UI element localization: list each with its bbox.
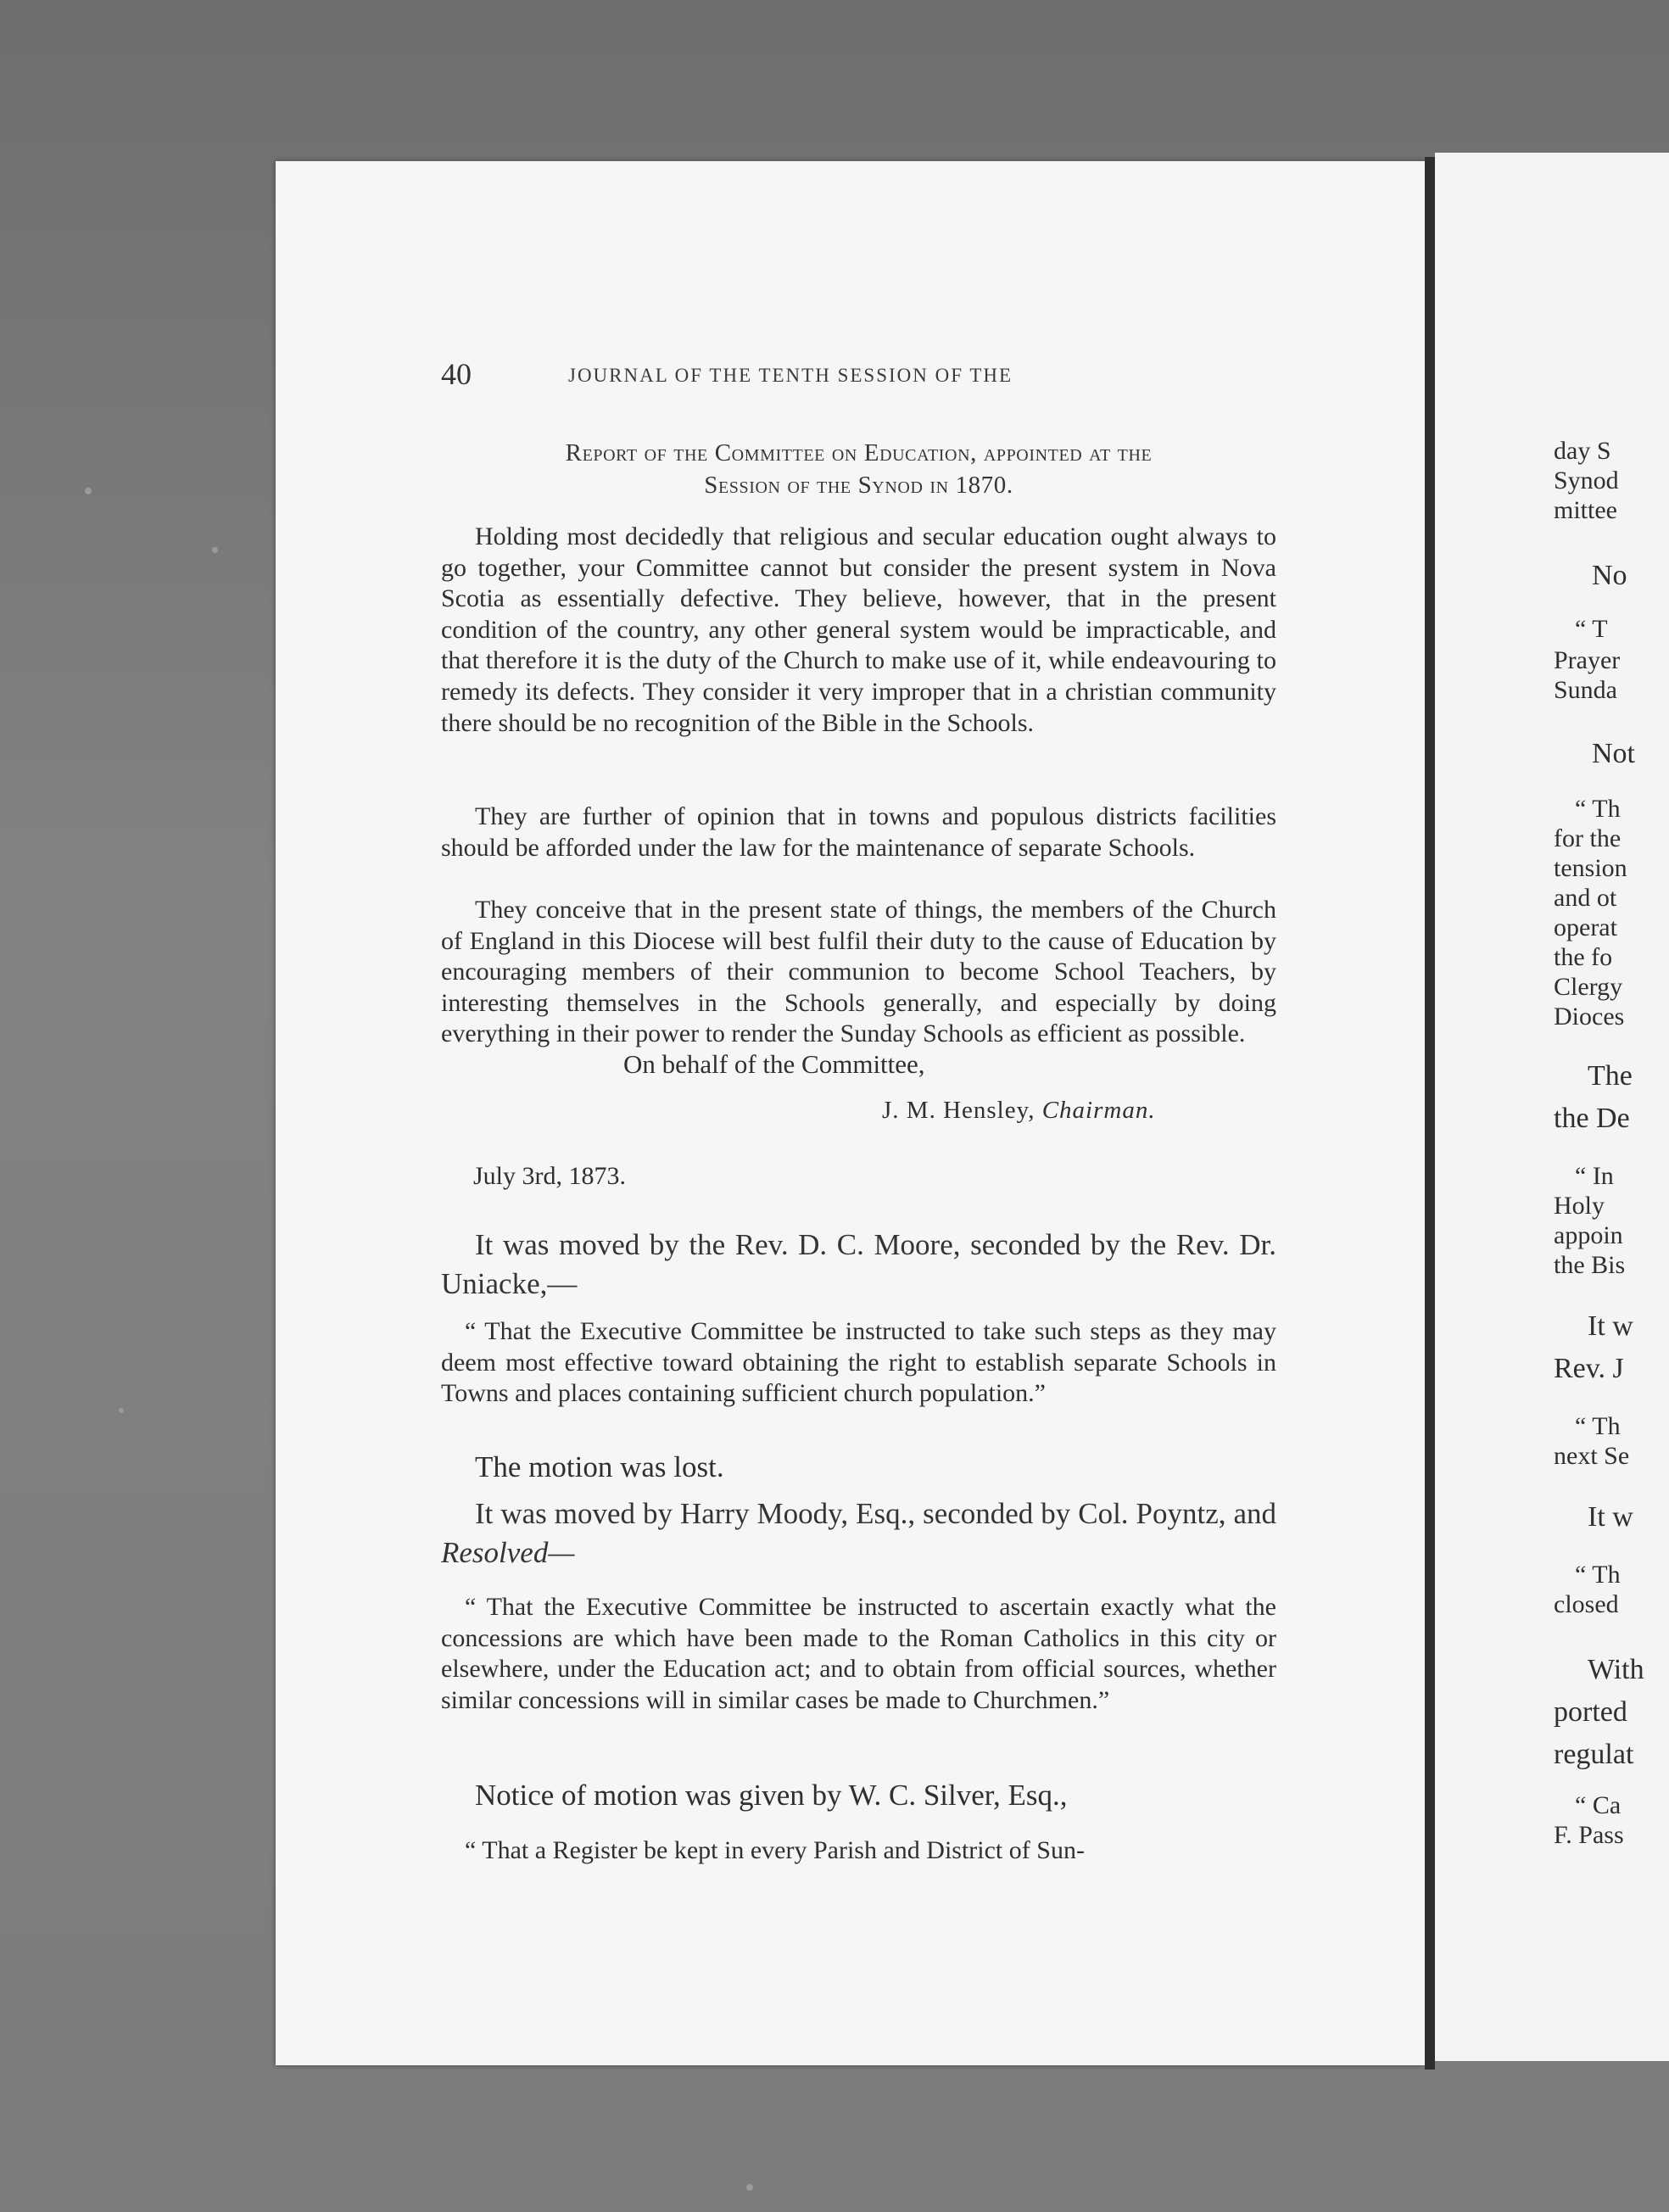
right-page-line: for the <box>1554 824 1622 852</box>
motion-2 <box>441 1494 1276 1572</box>
right-page-line: “ T <box>1575 615 1608 643</box>
notice-of-motion: Notice of motion was given by W. C. Silver, Esq., <box>475 1779 1068 1812</box>
right-page-line: Synod <box>1554 466 1619 494</box>
right-page-line: “ Ca <box>1575 1791 1622 1819</box>
signature-name: J. M. Hensley, <box>882 1097 1035 1124</box>
motion-2-text: It was moved by Harry Moody, Esq., seconded by Col. Poyntz, and <box>475 1497 1276 1530</box>
right-page-line: F. Pass <box>1554 1821 1624 1849</box>
paragraph-3: They conceive that in the present state of things, the members of the Church of England in this Diocese will best fulfil their duty to the cause of Education by encouraging members of their communion to become School Teachers, by interesting themselves in the Schools generally, and especially by doing everything in their power to render the Sunday Schools as efficient as possible. <box>441 896 1276 1048</box>
right-page-line: The <box>1588 1060 1633 1092</box>
motion-2-resolved: Resolved— <box>441 1536 575 1569</box>
right-page-line: Clergy <box>1554 973 1623 1001</box>
right-page-line: Prayer <box>1554 646 1621 674</box>
page-header <box>441 356 1340 399</box>
dust-speck <box>119 1408 124 1413</box>
dust-speck <box>746 2184 753 2191</box>
right-page-line: Dioces <box>1554 1003 1625 1031</box>
right-page-line: day S <box>1554 437 1611 465</box>
quote-1: “ That the Executive Committee be instructed to take such steps as they may deem most effective toward obtaining the right to establish separate Schools in Towns and places containing sufficient church population.” <box>441 1317 1276 1408</box>
motion-1: It was moved by the Rev. D. C. Moore, seconded by the Rev. Dr. Uniacke,— <box>441 1228 1276 1300</box>
signature-title: Chairman. <box>1041 1097 1156 1124</box>
quote-2: “ That the Executive Committee be instructed to ascertain exactly what the concessions are which have been made to the Roman Catholics in this city or elsewhere, under the Education act; and to obtain from official sources, whether similar concessions will in similar cases be made to Churchmen.” <box>441 1593 1276 1714</box>
dust-speck <box>85 488 92 494</box>
report-title <box>441 437 1276 501</box>
right-page-line: ported <box>1554 1696 1627 1728</box>
right-page <box>1435 153 1669 2061</box>
right-page-line: With <box>1588 1654 1644 1685</box>
right-page-line: Holy <box>1554 1192 1605 1220</box>
right-page-line: next Se <box>1554 1442 1630 1470</box>
on-behalf-line: On behalf of the Committee, <box>623 1049 925 1079</box>
right-page-line: Rev. J <box>1554 1353 1624 1384</box>
report-title-line-2: Session of the Synod in 1870. <box>704 472 1013 499</box>
right-page-line: the De <box>1554 1103 1630 1134</box>
right-page-line: “ Th <box>1575 1412 1621 1440</box>
right-page-line: regulat <box>1554 1739 1634 1770</box>
right-page-line: mittee <box>1554 496 1617 524</box>
paragraph-1: Holding most decidedly that religious and secular education ought always to go together, your Committee cannot but consider the present system in Nova Scotia as essentially defective. They believe, however, that in the present condition of the country, any other general system would be impracticable, and that therefore it is the duty of the Church to make use of it, while endeavouring to remedy its defects. They consider it very improper that in a christian community there should be no recognition of the Bible in the Schools. <box>441 522 1276 737</box>
right-page-line: tension <box>1554 854 1627 882</box>
quote-3-start: “ That a Register be kept in every Parish and District of Sun- <box>465 1836 1085 1864</box>
page-number: 40 <box>441 357 472 391</box>
motion-lost: The motion was lost. <box>475 1450 724 1483</box>
right-page-line: “ In <box>1575 1162 1614 1190</box>
right-page-line: appoin <box>1554 1221 1623 1249</box>
page-gutter <box>1425 157 1435 2070</box>
right-page-line: closed <box>1554 1590 1619 1618</box>
right-page-line: Sunda <box>1554 676 1617 704</box>
right-page-line: operat <box>1554 913 1617 941</box>
right-page-line: It w <box>1588 1310 1633 1342</box>
running-head: JOURNAL OF THE TENTH SESSION OF THE <box>568 365 1013 386</box>
dust-speck <box>212 547 218 553</box>
right-page-line: “ Th <box>1575 1561 1621 1589</box>
report-title-line-1: Report of the Committee on Education, appointed at the <box>565 439 1153 466</box>
right-page-line: No <box>1592 560 1627 591</box>
right-page-line: “ Th <box>1575 795 1621 823</box>
right-page-line: the fo <box>1554 943 1613 971</box>
report-date: July 3rd, 1873. <box>473 1162 626 1190</box>
right-page-line: Not <box>1592 738 1635 769</box>
right-page-line: and ot <box>1554 884 1617 912</box>
right-page-line: It w <box>1588 1501 1633 1533</box>
signature <box>882 1097 1156 1125</box>
right-page-line: the Bis <box>1554 1251 1626 1279</box>
paragraph-2: They are further of opinion that in towns and populous districts facilities should be afforded under the law for the maintenance of separate Schools. <box>441 802 1276 862</box>
